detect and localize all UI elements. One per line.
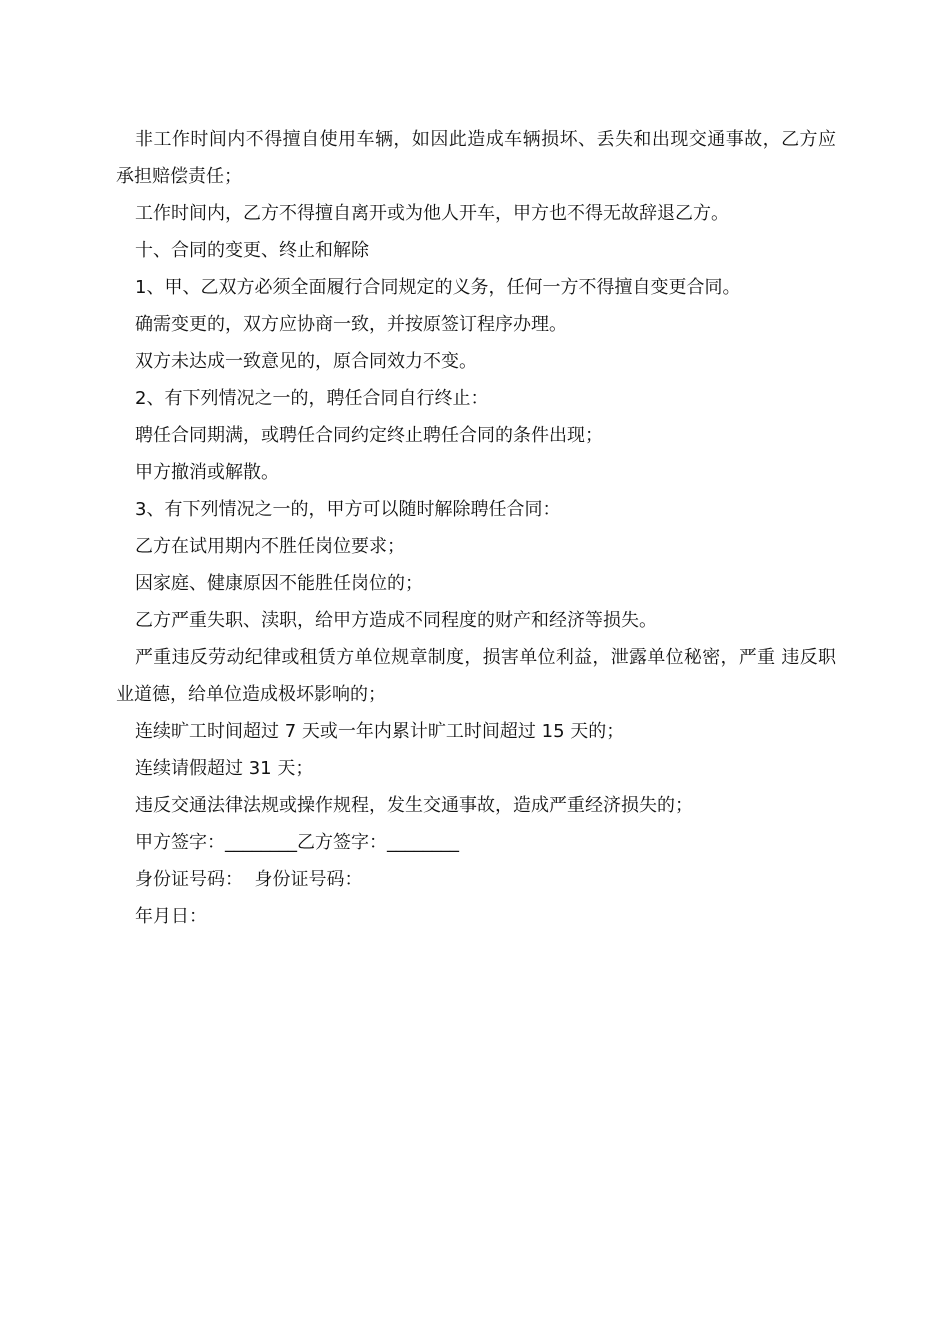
- signature-line: 甲方签字：________乙方签字：________: [135, 832, 459, 853]
- paragraph-working-hours: 工作时间内，乙方不得擅自离开或为他人开车，甲方也不得无故辞退乙方。: [135, 203, 729, 224]
- id-number-line: 身份证号码： 身份证号码：: [135, 869, 363, 890]
- clause-2: 2、有下列情况之一的，聘任合同自行终止：: [135, 388, 489, 409]
- clause-1: 1、甲、乙双方必须全面履行合同规定的义务，任何一方不得擅自变更合同。: [135, 277, 741, 298]
- clause-3-item-discipline: 严重违反劳动纪律或租赁方单位规章制度，损害单位利益，泄露单位秘密，严重 违反职业道德，给单位造成极坏影响的；: [116, 647, 836, 705]
- clause-2-item-dissolution: 甲方撤消或解散。: [135, 462, 279, 483]
- section-heading-contract-change: 十、合同的变更、终止和解除: [135, 240, 369, 261]
- date-line: 年月日：: [135, 906, 207, 927]
- clause-3-item-negligence: 乙方严重失职、渎职，给甲方造成不同程度的财产和经济等损失。: [135, 610, 657, 631]
- document-body: [116, 121, 836, 935]
- clause-3-item-health: 因家庭、健康原因不能胜任岗位的；: [135, 573, 423, 594]
- clause-3-item-absence: 连续旷工时间超过 7 天或一年内累计旷工时间超过 15 天的；: [135, 721, 625, 742]
- clause-1-no-agreement: 双方未达成一致意见的，原合同效力不变。: [135, 351, 477, 372]
- clause-3-item-probation: 乙方在试用期内不胜任岗位要求；: [135, 536, 405, 557]
- paragraph-vehicle-use: 非工作时间内不得擅自使用车辆，如因此造成车辆损坏、丢失和出现交通事故，乙方应承担赔偿责任；: [116, 129, 836, 187]
- clause-1-change-procedure: 确需变更的，双方应协商一致，并按原签订程序办理。: [135, 314, 567, 335]
- clause-2-item-expiry: 聘任合同期满，或聘任合同约定终止聘任合同的条件出现；: [135, 425, 603, 446]
- clause-3-item-leave: 连续请假超过 31 天；: [135, 758, 314, 779]
- clause-3: 3、有下列情况之一的，甲方可以随时解除聘任合同：: [135, 499, 561, 520]
- clause-3-item-traffic: 违反交通法律法规或操作规程，发生交通事故，造成严重经济损失的；: [135, 795, 693, 816]
